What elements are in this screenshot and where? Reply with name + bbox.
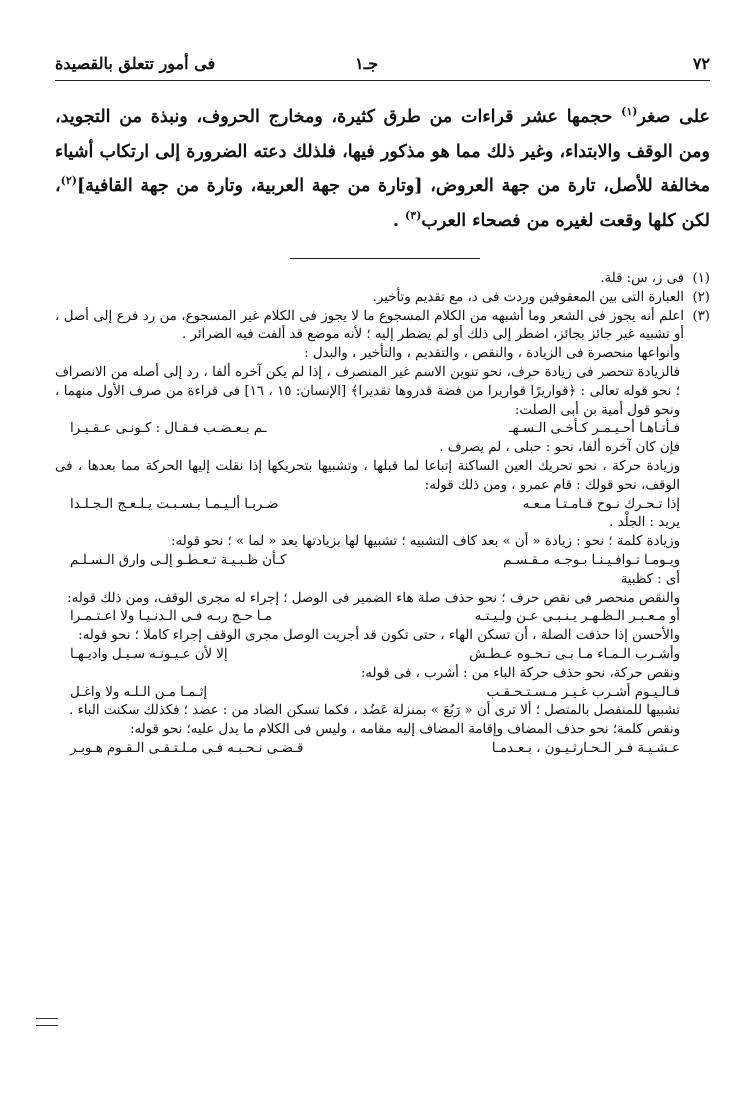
verse-first-hemistich: عـشـيـة فـر الـحـارثـيـون ، بـعـدمـا	[491, 740, 680, 756]
verse-3	[55, 552, 710, 571]
verse-second-hemistich: ـم بـعـضـب فـقـال : كـونـى عـقـيـرا	[70, 421, 267, 437]
verse-first-hemistich: فـأتـاهـا أحـيـمـر كـأخـى الـسـهـ	[508, 421, 680, 437]
footnote-ref-1: (١)	[621, 105, 638, 119]
verse-1	[55, 420, 710, 439]
footnote-text: اعلم أنه يجوز فى الشعر وما أشبهه من الكلام المسجوع ما لا يجوز فى الكلام غير المسجوع، من رد فرع إلى أصل ، أو تشبيه غير جائز بجائز، اضطر إلى ذلك أو لم يضطر إليه ؛ لأنه موضع قد ألفت فيه الضرائر .	[55, 308, 684, 343]
verse-first-hemistich: أو مـعـبـر الـظـهـر يـنـبـى عـن ولـيـتـه	[474, 609, 680, 625]
footnote-line: ونقص حركة، نحو حذف حركة الباء من : أشرب ، فى قوله:	[360, 665, 680, 681]
footnote-line: ونقص كلمة؛ نحو حذف المضاف وإقامة المضاف إليه مقامه ، وليس فى الكلام ما يدل عليه؛ نحو قوله:	[130, 722, 680, 738]
footnote-line: والأحسن إذا حذفت الصلة ، أن تسكن الهاء ، حتى تكون قد أجريت الوصل مجرى الوقف إجراء كاملا ؛ نحو قوله:	[78, 628, 680, 644]
footnote-1	[55, 270, 710, 289]
verse-first-hemistich: ويـومـا تـوافـيـنـا بـوجـه مـقـسـم	[503, 552, 680, 568]
verse-first-hemistich: إذا تـحـرك نـوح قـامـتـا مـعـه	[522, 496, 680, 512]
verse-second-hemistich: ضـربـا ألـيـمـا بـسـبـت يـلـعـج الـجـلـدا	[70, 496, 279, 512]
book-page	[55, 0, 710, 1097]
verse-5	[55, 646, 710, 665]
main-text-part: حجمها عشر قراءات من طرق كثيرة، ومخارج الحروف، ونبذة من التجويد، ومن الوقف والابتداء، وغير ذلك مما هو مذكور فيها، فلذلك دعته الضرورة إلى ارتكاب أشياء مخالفة للأصل، تارة من جهة العروض، [وتارة من جهة العربية، وتارة من جهة القافية]	[55, 107, 710, 196]
verse-first-hemistich: فـالـيـوم أشـرب غـيـر مـسـتـحـقـب	[486, 684, 680, 700]
footnote-line: وزيادة كلمة ؛ نحو : زيادة « أن » بعد كاف التشبيه ؛ تشبيها لها بزيادتها بعد « لما » ؛ نحو قوله:	[171, 534, 680, 550]
verse-7	[55, 740, 710, 759]
footnote-text: العبارة التى بين المعقوفين وردت فى د، مع تقديم وتأخير.	[372, 289, 684, 305]
footnote-line: أى : كظبية	[620, 571, 680, 587]
footnote-line: فالزيادة تنحصر فى زيادة حرف، نحو تنوين الاسم غير المنصرف ، إذا لم يكن آخره ألفا ، رد إلى أصله من الانصراف ؛ نحو قوله تعالى : ﴿قواريرًا قواريرا من فضة قدروها تقديرا﴾ [الإنسان: ١٥ ، ١٦] فى قراءة من صرف الأول منهما ، ونحو قول أمية بن أبى الصلت:	[55, 364, 680, 418]
main-text	[55, 100, 710, 238]
main-text-part: على صغر	[637, 107, 710, 127]
running-title: فى أمور تتعلق بالقصيدة	[55, 54, 216, 73]
verse-second-hemistich: مـا حـج ربـه فـى الـدنـيـا ولا اعـتـمـرا	[70, 609, 272, 625]
main-text-part: .	[392, 210, 406, 231]
footnote-text: فى ز، س: قلة.	[600, 271, 684, 286]
volume-label: جـ١	[355, 54, 379, 73]
footnote-number: (٢)	[692, 289, 710, 305]
footnote-number: (١)	[692, 271, 710, 286]
page-header	[55, 50, 710, 78]
main-paragraph	[55, 100, 710, 238]
footnote-line: والنقص منحصر فى نقص حرف ؛ نحو حذف صلة هاء الضمير فى الوصل ؛ إجراء له مجرى الوقف، ومن ذلك قوله:	[67, 590, 680, 606]
verse-4	[55, 608, 710, 627]
verse-2	[55, 496, 710, 515]
footnote-line: فإن كان آخره ألفا، نحو : حبلى ، لم يصرف .	[439, 440, 680, 456]
verse-6	[55, 684, 710, 703]
page-number: ٧٢	[692, 54, 710, 73]
footnote-line: تشبيها للمنفصل بالمتصل ؛ ألا ترى أن « رَبُعَ » بمنزلة عَضُد ، فكما تسكن الضاد من : عضد ؛ فكذلك سكنت الباء .	[69, 703, 680, 719]
footnote-separator	[290, 258, 480, 259]
footnote-line: وأنواعها منحصرة فى الزيادة ، والنقص ، والتقديم ، والتأخير ، والبدل :	[304, 346, 680, 362]
footnote-2	[55, 289, 710, 308]
main-text-part: ، لكن كلها وقعت لغيره من فصحاء العرب	[55, 176, 710, 231]
header-rule	[55, 80, 710, 81]
footnote-number: (٣)	[692, 308, 710, 324]
margin-mark	[36, 1018, 58, 1026]
verse-second-hemistich: إلا لأن عـيـونـه سـيـل واديـهـا	[70, 646, 228, 662]
footnote-3	[55, 308, 710, 346]
footnote-ref-3: (٣)	[405, 208, 422, 222]
footnote-line: يريد : الجلْد .	[609, 515, 680, 531]
verse-first-hemistich: وأشـرب الـمـاء مـا بـى نـحـوه عـطـش	[469, 646, 680, 662]
footnotes	[55, 270, 710, 759]
verse-second-hemistich: قـضـى نـحـبـه فـى مـلـتـقـى الـقـوم هـوبـر	[70, 740, 304, 756]
verse-second-hemistich: كـأن ظـبـيـة تـعـطـو إلـى وارق الـسـلـم	[70, 552, 287, 568]
footnote-ref-2: (٢)	[60, 174, 78, 188]
verse-second-hemistich: إثـمـا مـن الـلـه ولا واغـل	[70, 684, 208, 700]
footnote-line: وزيادة حركة ، نحو تحريك العين الساكنة إتباعا لما قبلها ، وتشبيها بتحريكها إذا نقلت إليها الحركة مما بعدها ، فى الوقف، نحو قولك : قام عمرو ، ومن ذلك قوله:	[55, 458, 680, 493]
